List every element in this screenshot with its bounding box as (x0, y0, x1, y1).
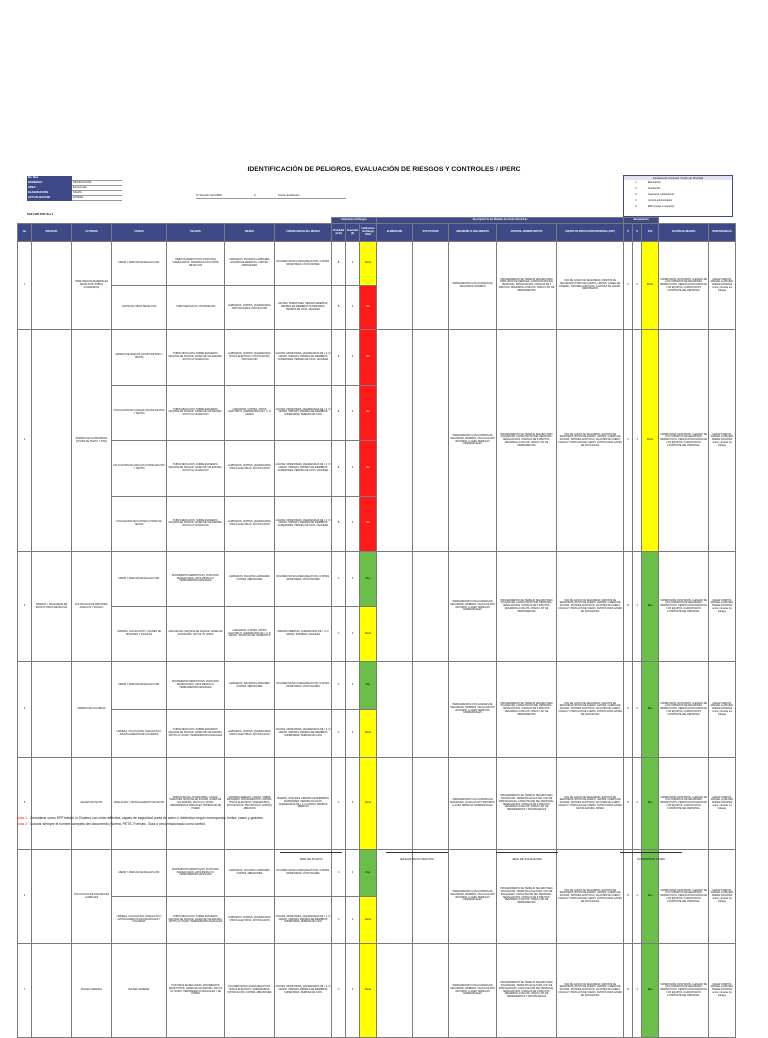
cell-responsables: CESAR CAMPOS, MANUEL LAUNCIER, MADER SANCHEZ unica y durante los trabajos (709, 552, 736, 662)
cell-severidad: 2 (346, 286, 360, 330)
revision-field (196, 194, 346, 199)
cell-control-admin: PROCEDIMIENTO DE TRABAJO SEGURO PARA SOLDADURA, TRABAJOS EN ALTURA, USO DE MONTACARGAS. CAPACITACION DEL PERSONAL. SEÑALIZACION. CHARLAS DE 5 MINUTOS. DESARROLLO DE ATS. CHECK LIST DE HERRAMIENTAS Y MONTACARGAS (497, 944, 557, 1038)
cell-peligro: TUBOS METALICOS, SOBRE ESFUERZO, MAQUINA DE SOLDAR, GASES DE SOLDADURA, RAYOS UV, RADIACION (167, 330, 225, 386)
signature-line (496, 852, 558, 853)
cell-control-admin: PROCEDIMIENTO DE TRABAJO SEGURO PARA SOLDADURA, TRABAJOS EN ALTURA, USO DE MONTACARGAS. CAPACITACION DEL PERSONAL. SEÑALIZACION. CHARLAS DE 5 MINUTOS. DESARROLLO DE ATS. CHECK LIST DE HERRAMIENTAS Y MONTACARGAS (497, 758, 557, 850)
note-text: Considerar como EPP básico lo Chaleco con cinta reflectiva, zapato de seguridad punta de acero o dieléctrico según corresponda, lentes, casco y guantes. (29, 816, 264, 820)
cell-epp: USO DE CASCO DE SEGURIDAD, ZAPATOS DE SEGURIDAD (PUNTA DE ACERO), LENTES, CARETA DE SOLDAR, TAPONES AUDITIVOS, GUANTES DE CUERO, CASACA Y PANTALON DE CUERO, FILTROS PARA GASES DE SOLDADURA (557, 662, 624, 758)
legend-number: 2 (635, 187, 637, 191)
cell-control-admin: PROCEDIMIENTO DE TRABAJO SEGURO PARA SOLDADURA. CAPACITACION DEL PERSONAL. SEÑALIZACION. CHARLAS DE 5 MINUTOS. DESARROLLO DE ATS. CHECK LIST DE HERRAMIENTAS (497, 552, 557, 662)
header-label: ACTUALIZACION (27, 196, 72, 201)
cell-proceso: ARMADO Y SOLDADURA DE ESTRUCTURAS METALICAS (32, 552, 72, 662)
cell-epp: USO DE CASCO DE SEGURIDAD, ZAPATOS DE SEGURIDAD (PUNTA DE ACERO), LENTES, CARETA DE SOLDAR, TAPONES AUDITIVOS, GUANTES DE CUERO, CASACA Y PANTALON DE CUERO, FILTROS PARA GASES DE SOLDADURA (557, 552, 624, 662)
legend-label: Control administrativo (648, 198, 673, 202)
cell-actividad: COLOCACION DE DIAGONALES LATERALES (72, 850, 112, 944)
cell-peligro: MONTACARGAS, PLATAFORMA, CAIDAS, PARANTES, MAQUINA DE SOLDAR, GASES DE SOLDADURA, RAYOS UV, RUIDO, HERRAMIENTAS MANUALES, SUPERFICIE DE PODER (167, 758, 225, 850)
cell-severidad: 2 (346, 441, 360, 497)
signature-line (280, 852, 342, 853)
col-sustitucion: SUSTITUCION (413, 224, 449, 242)
cell-p2: D (624, 944, 633, 1038)
cell-nivel-riesgo: Medio (360, 710, 377, 758)
cell-pxs2: Medio (642, 330, 659, 552)
cell-p2: D (624, 850, 633, 944)
cell-nivel-riesgo: Medio (360, 944, 377, 1038)
cell-probabilidad: B (332, 385, 346, 441)
cell-probabilidad: B (332, 242, 346, 286)
cell-consecuencia: GOLPES, MORETONES, QUEMADURAS DE I, II, III GRADO, HERIDAS, PERDIDA DE MIEMBROS SUPERIORES, PERDIDA DE OJOS, CEGUERA (275, 496, 332, 552)
cell-tarea: ARMADO DE MARCOS (CHASIS DE PISO Y TECHO) (112, 330, 167, 386)
cell-riesgo: LAMINADOS, SOLVATES LAMINARES, CORTES, ABRASIONES (225, 662, 275, 710)
signature-label: JEFE ESTRUCTURALISTA (399, 857, 435, 861)
cell-eliminacion (377, 242, 413, 330)
cell-peligro: MOVIMIENTOS REPETITIVOS, POSTURAS INADECUADAS, LAPIZ METALICO, HERRAMIENTAS MANUALES (167, 850, 225, 897)
cell-no: 2 (18, 330, 32, 552)
cell-sustitucion (413, 662, 449, 758)
signature-label: JEFE DE PLANTA (299, 857, 323, 861)
signature-line (620, 852, 682, 853)
cell-riesgo: LAMINADOS, CORTES, QUEMADURAS, SHOCK ELECTRICO, INTOXICACION (225, 441, 275, 497)
cell-tarea: LIMPIEZA, COLOCACION, NIVELACION Y APUNTALAMIENTO DE DIAGONALES Y COLUMNAS (112, 897, 167, 944)
cell-epp: USO DE CASCO DE SEGURIDAD, ZAPATOS DE SEGURIDAD (PUNTA DE ACERO), LENTES, CAREta DE ESMERIL, TAPONES AUDITIVOS, GUANTES DE CUERO, RESPIRADOR (557, 242, 624, 330)
legend-item (624, 203, 732, 209)
cell-peligro: TUBOS METALICOS, SOBRE ESFUERZO, MAQUINA DE SOLDAR, GASES DE SOLDADURA, RAYOS UV, RADIACION (167, 441, 225, 497)
cell-no: 7 (18, 944, 32, 1038)
cell-nivel-riesgo: Medio (360, 242, 377, 286)
cell-riesgo: LAMINADOS, CORTES, QUEMADURAS, SHOCK ELECTRICO, INTOXICACION (225, 710, 275, 758)
col-probabilidad: Probabilidad (P) (332, 224, 346, 242)
legend-label: Ingeniería / Aislamiento (648, 193, 674, 197)
cell-consecuencia: GOLPES, MORETONES, QUEMADURAS DE I, II, III GRADO, HERIDAS, PERDIDA DE MIEMBROS SUPERIORES, PERDIDA DE OJOS (275, 944, 332, 1038)
cell-accion: SUPERVISIÓN CONSTANTE, LLENADO DE LOS FORMATOS DE SEGURIDAD RESPECTIVOS. VERIFICACION DIARIA DE LOS EQUIPOS. CAPACITACION CONSTANTE DEL PERSONAL (659, 242, 709, 330)
cell-eliminacion (377, 758, 413, 850)
revision-label: N° Revisión del IPERC (196, 194, 223, 197)
cell-epp: USO DE CASCO DE SEGURIDAD, ZAPATOS DE SEGURIDAD (PUNTA DE ACERO), LENTES, CARETA DE SOLDAR, TAPONES AUDITIVOS, GUANTES DE CUERO, CASACA Y PANTALON DE CUERO, FILTROS PARA GASES DE SOLDADURA (557, 944, 624, 1038)
col-consecuencia: CONSECUENCIA DEL RIESGO (275, 224, 332, 242)
note-tag: Nota 1: (17, 816, 28, 820)
cell-consecuencia: DOLORES MUSCULOESQUELETICOS, CORTES, MORETONES, CONTUSIONES (275, 662, 332, 710)
cell-eliminacion (377, 944, 413, 1038)
col-actividad: ACTIVIDAD (72, 224, 112, 242)
note (17, 816, 617, 820)
cell-pxs2: Bajo (642, 944, 659, 1038)
cell-peligro: OBJETOS REPETITIVOS. POSTURAS INADECUADAS, TARIMATALLICAS CORTE METALICOS (167, 242, 225, 286)
cell-nivel-riesgo: Bajo (360, 662, 377, 710)
cell-consecuencia: DOLORES MUSCULOESQUELETICOS, CORTES, MORETONES, CONTUSIONES (275, 850, 332, 897)
cell-sustitucion (413, 242, 449, 330)
cell-tarea: MEDIR Y MARCAR DE REGALPLANO (112, 662, 167, 710)
cell-sustitucion (413, 552, 449, 662)
cell-responsables: CESAR CAMPOS, MANUEL LAUNCIER, MADER SANCHEZ unica y durante los trabajos (709, 944, 736, 1038)
cell-p2: D (624, 758, 633, 850)
cell-nivel-riesgo: Bajo (360, 850, 377, 897)
cell-proceso (32, 330, 72, 552)
cell-peligro: AMOLADORA, MAQUINA DE SOLDAR, GASES DE SOLDADURA, RAYOS UV, RUIDO (167, 607, 225, 662)
cell-nivel-riesgo: Medio (360, 607, 377, 662)
cell-consecuencia: DOLORES MUSCULOESQUELETICOS, CORTES, MORETONES, CONTUSIONES (275, 552, 332, 607)
cell-severidad: 2 (346, 496, 360, 552)
col-pxs2: PxS (642, 224, 659, 242)
cell-nivel-riesgo: Medio (360, 897, 377, 944)
cell-riesgo: LAMINADOS, CORTES, QUEMADURAS, AMPUTACIONES, PROYECCION (225, 286, 275, 330)
cell-ingenieria: HERRAMIENTAS CON GUARDAS DE SEGURIDAD, BIOMBOS, VALVULAS ANTI RETORNO, LLAVES TERMICAS DIFERENCIALES (449, 850, 497, 944)
cell-tarea: COLOCACION DE CANALES (CHASIS DE PISO Y TECHO) (112, 385, 167, 441)
col-s2: S (633, 224, 642, 242)
group-reevaluacion: Reevaluación (624, 218, 659, 224)
col-accion: ACCIÓN DE MEJORA (659, 224, 709, 242)
cell-s2: 4 (633, 552, 642, 662)
cell-probabilidad: C (332, 758, 346, 850)
cell-peligro: TUBOS METALICOS, SOBRE ESFUERZO, MAQUINA DE SOLDAR, GASES DE SOLDADURA, RAYOS UV, RADIACION (167, 385, 225, 441)
cell-epp: USO DE CASCO DE SEGURIDAD, ZAPATOS DE SEGURIDAD (PUNTA DE ACERO), LENTES, CARETA DE SOLDAR, TAPONES AUDITIVOS, GUANTES DE CUERO, CASACA Y PANTALON DE CUERO, FILTROS PARA GASES DE SOLDADURA (557, 330, 624, 552)
cell-ingenieria: HERRAMIENTAS CON GUARDAS DE SEGURIDAD, BIOMBOS, VALVULAS ANTI RETORNO, LLAVES TERMICAS DIFERENCIALES (449, 552, 497, 662)
cell-actividad: ARMADO DE PLATAFORMAS (CHASIS DE TECHO Y PISO) (72, 330, 112, 552)
signature-block (386, 852, 448, 861)
cell-riesgo: LAMINADOS, SOLVATES LAMINARES, CORTES, ABRASIONES (225, 552, 275, 607)
cell-proceso (32, 944, 72, 1038)
cell-pxs2: Bajo (642, 552, 659, 662)
header-label: ELABORACION (27, 191, 72, 196)
cell-tarea: COLOCACION DE PLATINAS (CHASIS DE TECHO) (112, 496, 167, 552)
page-title: IDENTIFICACIÓN DE PELIGROS, EVALUACIÓN DE RIESGOS Y CONTROLES / IPERC (247, 166, 521, 173)
cell-severidad: 3 (346, 607, 360, 662)
cell-proceso (32, 662, 72, 758)
cell-tarea: NIVELACION Y APUNTALAMIENTO DE TECHO (112, 758, 167, 850)
cell-no: 6 (18, 850, 32, 944)
cell-s2: 4 (633, 758, 642, 850)
cell-sustitucion (413, 944, 449, 1038)
cell-control-admin: PROCEDIMIENTO DE TRABAJO SEGURO PARA HABILITADO DE PERFILES. CAPACITACIÓN DEL PERSONAL. SEÑALIZACIÓN. CHARLAS DE 5 MINUTOS. DESARROLLO DE ATS. CHECK LIST DE HERRAMIENTAS (497, 242, 557, 330)
table-row (18, 662, 736, 710)
cell-riesgo: LAMINADOS, SOLVATES LAMINARES, CORTES, ABRASIONES (225, 850, 275, 897)
col-eliminacion: ELIMINACION (377, 224, 413, 242)
cell-epp: USO DE CASCO DE SEGURIDAD, ZAPATOS DE SEGURIDAD (PUNTA DE ACERO), LENTES, CARETA DE SOLDAR, TAPONES AUDITIVOS, GUANTES DE CUERO, CASACA Y PANTALON DE CUERO, FILTROS PARA GASES DE SOLDADURA (557, 850, 624, 944)
signature-label: JEFE DE SOLDADURA (512, 857, 542, 861)
cell-consecuencia: GOLPES, MORETONES, QUEMADURAS DE I, II, III GRADO, HERIDAS, PERDIDA DE MIEMBROS SUPERIORES, PERDIDA DE OJOS (275, 385, 332, 441)
table-row (18, 944, 736, 1038)
cell-consecuencia: GOLPES, MORETONES, QUEMADURAS DE I, II, III GRADO, HERIDAS, PERDIDA DE MIEMBROS SUPERIORES, PERDIDA DE OJOS, CEGUERA (275, 441, 332, 497)
cell-peligro: MOVIMIENTOS REPETITIVOS, POSTURAS INADECUADAS, LAPIZ METALICO, HERRAMIENTAS MANUALES (167, 552, 225, 607)
cell-tarea: MEDIR Y MARCAR DE REGALPLANO (112, 552, 167, 607)
cell-nivel-riesgo: Alto (360, 385, 377, 441)
cell-sustitucion (413, 758, 449, 850)
cell-riesgo: ATROPELLAMIENTO, CAIDAS, SOBRE ESFUERZO, ATRAPAMIENTOS, CORTES, SHOCK ELECTRICO, QUEMADURAS, INTOXICACION, PROYECCION, CORTES, ABRASION (225, 758, 275, 850)
cell-ingenieria: HERRAMIENTAS CON GUARDAS DE SEGURIDAD, VALVULAS ANTI RETORNO, LLAVES TERMICAS DIFERENCIALES (449, 758, 497, 850)
signature-block (620, 852, 682, 861)
cell-no: 3 (18, 552, 32, 662)
cell-tarea: MEDIR Y MARCAR DE REGALPLANO (112, 242, 167, 286)
cell-eliminacion (377, 662, 413, 758)
cell-tarea: CORTE DE TUBOS METALICOS (112, 286, 167, 330)
cell-nivel-riesgo: Medio (360, 758, 377, 850)
cell-s2: 3 (633, 242, 642, 330)
cell-responsables: CESAR CAMPOS, MANUEL LAUNCIER, MADER SANCHEZ unica y durante los trabajos (709, 662, 736, 758)
cell-severidad: 4 (346, 552, 360, 607)
cell-p2: D (624, 552, 633, 662)
cell-no: 1 (18, 242, 32, 330)
cell-control-admin: PROCEDIMIENTO DE TRABAJO SEGURO PARA SOLDADURA, TRABAJOS EN ALTURA. USO DE ESCALERAS. CAPACITACION DEL PERSONAL. SEÑALIZACION. CHARLAS DE 5 MINUTOS. DESARROLLO DE ATS. CHECK LIST DE HERRAMIENTAS (497, 850, 557, 944)
col-responsables: RESPONSABLES (709, 224, 736, 242)
group-evaluacion: Evaluación de Riesgos (332, 218, 377, 224)
legend-number: 4 (635, 198, 637, 202)
cell-severidad: 2 (346, 385, 360, 441)
cell-actividad: SOLDEO GENERAL (72, 944, 112, 1038)
cell-tarea: COLOCACION DE ANGULOS (CHASIS DE PISO Y TECHO) (112, 441, 167, 497)
cell-actividad: IMAGEN DE TECHO (72, 758, 112, 850)
signature-label: SUPERVISOR SIGMA (636, 857, 666, 861)
note-text: Colocar siempre el nombre completo del documento (Norma, PETS, Formato, Guía u otro) relacionado como control. (29, 821, 206, 826)
cell-nivel-riesgo: Alto (360, 496, 377, 552)
cell-severidad: 3 (346, 944, 360, 1038)
col-severidad: Severidad (S) (346, 224, 360, 242)
cell-probabilidad: C (332, 897, 346, 944)
control-hierarchy-legend (623, 175, 733, 217)
cell-actividad: HABILITADO DE MATERIALES METALICOS (TUBOS CUADRADOS) (72, 242, 112, 330)
table-row (18, 242, 736, 286)
cell-severidad: 3 (346, 758, 360, 850)
cell-proceso (32, 242, 72, 330)
cell-responsables: CESAR CAMPOS, MANUEL LAUNCIER, MADER SANCHEZ unica y durante los trabajos (709, 758, 736, 850)
cell-peligro: TUBOS METALICOS, TRONZADORA (167, 286, 225, 330)
cell-riesgo: LAMINADOS, CORTES, QUEMADURAS, SHOCK ELECTRICO, INTOXICACION (225, 496, 275, 552)
cell-p2: C (624, 242, 633, 330)
cell-peligro: MOVIMIENTOS REPETITIVOS, POSTURAS INADECUADAS, LAPIZ METALICO, HERRAMIENTAS MANUALES (167, 662, 225, 710)
cell-riesgo: LAMINADOS, CORTES, SHOCK ELECTRICO, QUEMADURAS DE I, II, III GRADO, INTOXICACION, DERMATITIS (225, 607, 275, 662)
cell-responsables: CESAR CAMPOS, MANUEL LAUNCIER, MADER SANCHEZ unica y durante los trabajos (709, 850, 736, 944)
cell-severidad: 3 (346, 710, 360, 758)
cell-nivel-riesgo: Alto (360, 330, 377, 386)
cell-pxs2: Medio (642, 242, 659, 330)
cell-ingenieria: HERRAMIENTAS CON GUARDAS DE SEGURIDAD, BIOMBOS, VALVULAS ANTI RETORNO, LLAVES TERMICAS DIFERENCIALES (449, 662, 497, 758)
table-row (18, 330, 736, 386)
doc-code: SGE-FRM-0001 Rev 0 (27, 213, 54, 216)
cell-probabilidad: B (332, 330, 346, 386)
col-nivel: Calificación del Riesgo (PxS) (360, 224, 377, 242)
cell-accion: SUPERVISIÓN CONSTANTE, LLENADO DE LOS FORMATOS DE SEGURIDAD RESPECTIVOS. VERIFICACION DIARIA DE LOS EQUIPOS. CAPACITACION CONSTANTE DEL PERSONAL (659, 552, 709, 662)
cell-consecuencia: GOLPES, MORETONES, QUEMADURAS DE I, II, III GRADO, HERIDAS, PERDIDA DE MIEMBROS SUPERIORES, PERDIDA DE OJOS, CEGUERA (275, 330, 332, 386)
header-label: AREA (27, 186, 72, 191)
cell-peligro: TUBOS METALICOS, SOBRE ESFUERZO, MAQUINA DE SOLDAR, GASES DE SOLDADURA, RAYOS UV, RUIDO, HERRAMIENTAS MANUALES (167, 710, 225, 758)
cell-accion: SUPERVISIÓN CONSTANTE, LLENADO DE LOS FORMATOS DE SEGURIDAD RESPECTIVOS. VERIFICACION DIARIA DE LOS EQUIPOS. CAPACITACION CONSTANTE DEL PERSONAL (659, 850, 709, 944)
cell-nivel-riesgo: Alto (360, 286, 377, 330)
cell-consecuencia: DOLORES MUSCULOESQUELETICOS, CORTES, MORETONES, CONTUSIONES (275, 242, 332, 286)
cell-p2: C (624, 330, 633, 552)
cell-pxs2: Bajo (642, 662, 659, 758)
cell-severidad: 3 (346, 897, 360, 944)
col-control-admin: CONTROL ADMINISTRATIVO (497, 224, 557, 242)
col-ingenieria: INGENIERÍA O AISLAMIENTO (449, 224, 497, 242)
cell-pxs2: Bajo (642, 850, 659, 944)
legend-title: Jerarquía de Controles / Orden de Prioridad (624, 176, 732, 180)
cell-s2: 4 (633, 662, 642, 758)
table-row (18, 758, 736, 850)
cell-probabilidad: C (332, 944, 346, 1038)
cell-probabilidad: C (332, 850, 346, 897)
cell-tarea: SOLDEO GENERAL (112, 944, 167, 1038)
revision-value: 0 (254, 194, 256, 197)
header-value (72, 176, 122, 181)
cell-accion: SUPERVISIÓN CONSTANTE, LLENADO DE LOS FORMATOS DE SEGURIDAD RESPECTIVOS. VERIFICACION DIARIA DE LOS EQUIPOS. CAPACITACION CONSTANTE DEL PERSONAL (659, 758, 709, 850)
header-value: ETAPAS (72, 196, 122, 201)
cell-consecuencia: GOLPES, MORETONES, QUEMADURAS DE I, II, III GRADO, HERIDAS, PERDIDA DE MIEMBROS SUPERIORES, PERDIDA DE OJOS (275, 710, 332, 758)
header-value: PRODUCCION (72, 181, 122, 186)
cell-epp: USO DE CASCO DE SEGURIDAD, ZAPATOS DE SEGURIDAD (PUNTA DE ACERO), LENTES, CARETA DE SOLDAR, TAPONES AUDITIVOS, GUANTES DE CUERO, CASACA Y PANTALON DE CUERO, FILTROS PARA GASES DE SOLDADURA, ARNES (557, 758, 624, 850)
cell-no: 4 (18, 662, 32, 758)
cell-responsables: CESAR CAMPOS, MANUEL LAUNCIER, MADER SANCHEZ unica y durante los trabajos (709, 242, 736, 330)
cell-actividad: COLOCACION DE RINCONES, ANGULOS Y ZOCALO (72, 552, 112, 662)
legend-label: Eliminación (648, 181, 661, 185)
iperc-table (17, 217, 736, 1038)
cell-responsables: CESAR CAMPOS, MANUEL LAUNCIER, MADER SANCHEZ unica y durante los trabajos (709, 330, 736, 552)
cell-nivel-riesgo: Alto (360, 441, 377, 497)
header-label: GERENCIA (27, 181, 72, 186)
cell-accion: SUPERVISIÓN CONSTANTE, LLENADO DE LOS FORMATOS DE SEGURIDAD RESPECTIVOS. VERIFICACION DIARIA DE LOS EQUIPOS. CAPACITACION CONSTANTE DEL PERSONAL (659, 662, 709, 758)
cell-proceso (32, 758, 72, 850)
cell-severidad: 2 (346, 330, 360, 386)
cell-control-admin: PROCEDIMIENTO DE TRABAJO SEGURO PARA SOLDADURA. CAPACITACION DEL PERSONAL. SEÑALIZACION. CHARLAS DE 5 MINUTOS. DESARROLLO DE ATS. CHECK LIST DE HERRAMIENTAS (497, 330, 557, 552)
header-value: SIGMA (72, 191, 122, 196)
cell-severidad: 4 (346, 662, 360, 710)
cell-accion: SUPERVISIÓN CONSTANTE, LLENADO DE LOS FORMATOS DE SEGURIDAD RESPECTIVOS. VERIFICACION DIARIA DE LOS EQUIPOS. CAPACITACION CONSTANTE DEL PERSONAL (659, 330, 709, 552)
col-peligro: PELIGRO (167, 224, 225, 242)
cell-probabilidad: B (332, 286, 346, 330)
cell-probabilidad: C (332, 710, 346, 758)
note-tag: Nota 2: (17, 821, 28, 826)
cell-s2: 4 (633, 944, 642, 1038)
cell-tarea: LIMPIEZA, COLOCACION, NIVELACION Y APUNTALAMIENTO DE COLUMNAS (112, 710, 167, 758)
cell-ingenieria: HERRAMIENTAS CON GUARDAS DE SEGURIDAD, BIOMBOS (449, 242, 497, 330)
legend-number: 3 (635, 193, 637, 197)
signature-block (496, 852, 558, 861)
cell-control-admin: PROCEDIMIENTO DE TRABAJO SEGURO PARA SOLDADURA. CAPACITACION DEL PERSONAL. SEÑALIZACION. CHARLAS DE 5 MINUTOS. DESARROLLO DE ATS. CHECK LIST DE HERRAMIENTAS (497, 662, 557, 758)
legend-number: 1 (635, 181, 637, 185)
cell-riesgo: LAMINADOS, CORTES, QUEMADURAS, SHOCK ELECTRICO, INTOXICACION (225, 897, 275, 944)
header-row (27, 196, 122, 201)
cell-probabilidad: C (332, 552, 346, 607)
cell-s2: 3 (633, 330, 642, 552)
header-label: No. Mes (27, 176, 72, 181)
cell-tarea: MEDIR Y MARCAR DE REGALPLANO (112, 850, 167, 897)
cell-riesgo: LAMINADOS, CORTES, QUEMADURAS, SHOCK ELECTRICO, INTOXICACION, PROYECCION (225, 330, 275, 386)
header-value: Estructuras (72, 186, 122, 191)
col-tareas: TAREAS (112, 224, 167, 242)
cell-eliminacion (377, 330, 413, 552)
cell-ingenieria: HERRAMIENTAS CON GUARDAS DE SEGURIDAD, BIOMBOS, VALVULAS ANTI RETORNO, LLAVES TERMICAS DIFERENCIALES (449, 944, 497, 1038)
cell-ingenieria: HERRAMIENTAS CON GUARDAS DE SEGURIDAD, BIOMBOS, VALVULAS ANTI RETORNO, LLAVES TERMICAS DIFERENCIALES (449, 330, 497, 552)
col-p2: P (624, 224, 633, 242)
cell-tarea: LIMPIEZA, COLOCACION Y SOLDEO DE RINCONES Y ANGULOS (112, 607, 167, 662)
cell-p2: D (624, 662, 633, 758)
cell-pxs2: Bajo (642, 758, 659, 850)
cell-actividad: ARMADO DE COLUMNAS (72, 662, 112, 758)
header-info (27, 176, 122, 201)
signature-block (280, 852, 342, 861)
fecha-label: Fecha: Evaluación (278, 194, 300, 197)
cell-no: 5 (18, 758, 32, 850)
cell-consecuencia: GOLPES, MORETONES, HERIDAS ABIERTAS, PERDIDA DE MIEMBROS SUPERIORES, PERDIDA DE OJOS, CEGUERA (275, 286, 332, 330)
table-row (18, 552, 736, 607)
cell-peligro: TUBOS METALICOS, SOBRE ESFUERZO, MAQUINA DE SOLDAR, GASES DE SOLDADURA, RAYOS UV, RUIDO, HERRAMIENTAS MANUALES (167, 897, 225, 944)
col-riesgo: RIESGO (225, 224, 275, 242)
cell-severidad: 4 (346, 850, 360, 897)
cell-consecuencia: GOLPES, MORETONES, QUEMADURAS DE I, II, III GRADO, HERIDAS, PERDIDA DE MIEMBROS SUPERIORES, PERDIDA DE OJOS (275, 897, 332, 944)
cell-riesgo: LAMINADOS, CORTES, SHOCK ELECTRICO, QUEMADURAS DE I, II, III GRADO (225, 385, 275, 441)
group-descripcion: Descripción de las Medidas de Control Genéricas (377, 218, 624, 224)
cell-sustitucion (413, 330, 449, 552)
cell-s2: 4 (633, 850, 642, 944)
cell-severidad: 4 (346, 242, 360, 286)
cell-peligro: TUBOS METALICOS, SOBRE ESFUERZO, MAQUINA DE SOLDAR, GASES DE SOLDADURA, RAYOS UV, RADIACION (167, 496, 225, 552)
cell-riesgo: LAMINADOS, SOLVATES LAMINARES, ESTRANGULAMIENTOS, CORTES, ABRASIONES (225, 242, 275, 286)
legend-label: EPP (riesgo a soportar) (648, 204, 675, 208)
col-no: No (18, 224, 32, 242)
cell-peligro: POSTURAS INADECUADAS, MOVIMIENTOS REPETITIVOS, GASES DE SOLDADURA, RAYOS UV, RUIDO, HERRAMIENTAS MANUALES Y DE PODER (167, 944, 225, 1038)
note (17, 822, 617, 826)
col-proceso: PROCESO (32, 224, 72, 242)
signature-line (386, 852, 448, 853)
cell-accion: SUPERVISIÓN CONSTANTE, LLENADO DE LOS FORMATOS DE SEGURIDAD RESPECTIVOS. VERIFICACION DIARIA DE LOS EQUIPOS. CAPACITACION CONSTANTE DEL PERSONAL (659, 944, 709, 1038)
cell-nivel-riesgo: Bajo (360, 552, 377, 607)
cell-probabilidad: B (332, 496, 346, 552)
cell-riesgo: DOLORES MUSCULOESQUELETICOS, SHOCK ELECTRICO, QUEMADURAS, INTOXICACION, CORTES, ABRASIONES (225, 944, 275, 1038)
cell-probabilidad: B (332, 441, 346, 497)
col-epp: EQUIPO DE PROTECCIÓN PERSONAL (EPP) (557, 224, 624, 242)
notes (17, 816, 617, 827)
cell-probabilidad: C (332, 607, 346, 662)
signatures (0, 852, 768, 864)
cell-consecuencia: MUERTE, INVALIDEZ, PERDIDA DE MIEMBROS SUPERIORES, PERDIDA DE OJOS, QUEMADURAS DE I, II, III GRADO, HERIDAS ABIERTAS (275, 758, 332, 850)
cell-eliminacion (377, 552, 413, 662)
legend-label: Sustitución (648, 187, 661, 191)
legend-number: 5 (635, 204, 637, 208)
cell-probabilidad: C (332, 662, 346, 710)
cell-consecuencia: HERIDAS ABIERTAS, QUEMADURAS DE I, II, III GRADO, SORDERA, CEGUERA (275, 607, 332, 662)
